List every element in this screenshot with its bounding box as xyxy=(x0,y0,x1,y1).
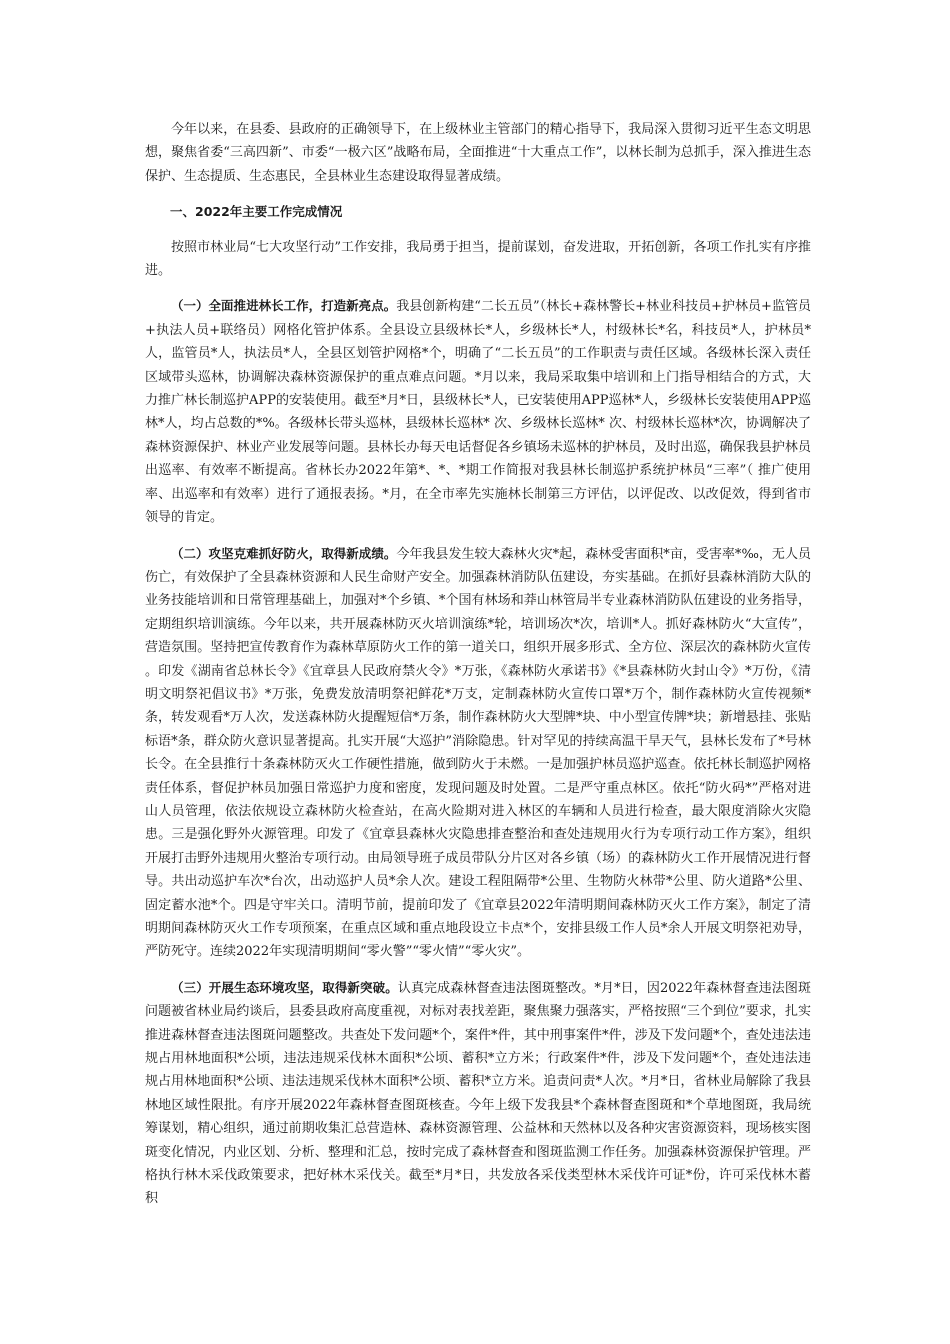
intro-paragraph: 今年以来，在县委、县政府的正确领导下，在上级林业主管部门的精心指导下，我局深入贯彻习近平生态文明思想，聚焦省委“三高四新”、市委“一极六区”战略布局，全面推进“十大重点工作”，以林长制为总抓手，深入推进生态保护、生态提质、生态惠民，全县林业生态建设取得显著成绩。 xyxy=(145,122,811,184)
section-1-paragraph xyxy=(145,294,811,529)
document-page xyxy=(145,118,811,1223)
overview-paragraph: 按照市林业局“七大攻坚行动”工作安排，我局勇于担当，提前谋划，奋发进取，开拓创新，各项工作扎实有序推进。 xyxy=(145,239,811,279)
section-2-paragraph xyxy=(145,542,811,964)
section-1-body: 我县创新构建“二长五员”（林长+森林警长+林业科技员+护林员+监管员+执法人员+联络员）网格化管护体系。全县设立县级林长*人，乡级林长*人，村级林长*名，科技员*人，护林员*人，监管员*人，执法员*人，全县区划管护网格*个，明确了“二长五员”的工作职责与责任区域。各级林长深入责任区域带头巡林，协调解决森林资源保护的重点难点问题。*月以来，我局采取集中培训和上门指导相结合的方式，大力推广林长制巡护APP的安装使用。截至*月*日，县级林长*人，已安装使用APP巡林*人，乡级林长安装使用APP巡林*人，均占总数的*%。各级林长带头巡林，县级林长巡林* 次、乡级林长巡林* 次、村级林长巡林*次，协调解决了森林资源保护、林业产业发展等问题。县林长办每天电话督促各乡镇场未巡林的护林员，及时出巡，确保我县护林员出巡率、有效率不断提高。省林长办2022年第*、*、*期工作简报对我县林长制巡护系统护林员“三率”（ 推广使用率、出巡率和有效率）进行了通报表扬。*月，在全市率先实施林长制第三方评估，以评促改、以改促效，得到省市领导的肯定。 xyxy=(145,299,811,526)
section-1-lead: （一）全面推进林长工作，打造新亮点。 xyxy=(171,298,397,314)
section-2-lead: （二）攻坚克难抓好防火，取得新成绩。 xyxy=(171,545,397,561)
section-3-body: 认真完成森林督查违法图斑整改。*月*日，因2022年森林督查违法图斑问题被省林业局约谈后，县委县政府高度重视，对标对表找差距，聚焦聚力强落实，严格按照“三个到位”要求，扎实推进森林督查违法图斑问题整改。共查处下发问题*个，案件*件，其中刑事案件*件，涉及下发问题*个，查处违法违规占用林地面积*公顷，违法违规采伐林木面积*公顷、蓄积*立方米；行政案件*件，涉及下发问题*个，查处违法违规占用林地面积*公顷、违法违规采伐林木面积*公顷、蓄积*立方米。追责问责*人次。*月*日，省林业局解除了我县林地区域性限批。有序开展2022年森林督查图斑核查。今年上级下发我县*个森林督查图斑和*个草地图斑，我局统筹谋划，精心组织，通过前期收集汇总营造林、森林资源管理、公益林和天然林以及各种灾害资源资料，现场核实图斑变化情况，内业区划、分析、整理和汇总，按时完成了森林督查和图斑监测工作任务。加强森林资源保护管理。严格执行林木采伐政策要求，把好林木采伐关。截至*月*日，共发放各采伐类型林木采伐许可证*份，许可采伐林木蓄积 xyxy=(145,980,811,1207)
section-heading: 一、2022年主要工作完成情况 xyxy=(170,204,343,220)
section-2-body: 今年我县发生较大森林火灾*起，森林受害面积*亩，受害率*‰，无人员伤亡，有效保护了全县森林资源和人民生命财产安全。加强森林消防队伍建设，夯实基础。在抓好县森林消防大队的业务技能培训和日常管理基础上，加强对*个乡镇、*个国有林场和莽山林管局半专业森林消防队伍建设的业务指导，定期组织培训演练。今年以来，共开展森林防灭火培训演练*轮，培训场次*次，培训*人。抓好森林防火“大宣传”，营造氛围。坚持把宣传教育作为森林草原防火工作的第一道关口，组织开展多形式、全方位、深层次的森林防火宣传 。印发《湖南省总林长令》《宜章县人民政府禁火令》*万张，《森林防火承诺书》《*县森林防火封山令》*万份，《清明文明祭祀倡议书》*万张，免费发放清明祭祀鲜花*万支，定制森林防火宣传口罩*万个，制作森林防火宣传视频*条，转发观看*万人次，发送森林防火提醒短信*万条，制作森林防火大型牌*块、中小型宣传牌*块；新增悬挂、张贴标语*条，群众防火意识显著提高。扎实开展“大巡护”消除隐患。针对罕见的持续高温干旱天气，县林长发布了*号林长令。在全县推行十条森林防灭火工作硬性措施，做到防火于未燃。一是加强护林员巡护巡查。依托林长制巡护网格责任体系，督促护林员加强日常巡护力度和密度，发现问题及时处置。二是严守重点林区。依托“防火码*”严格对进山人员管理，依法依规设立森林防火检查站，在高火险期对进入林区的车辆和人员进行检查，最大限度消除火灾隐患。三是强化野外火源管理。印发了《宜章县森林火灾隐患排查整治和查处违规用火行为专项行动工作方案》，组织开展打击野外违规用火整治专项行动。由局领导班子成员带队分片区对各乡镇（场）的森林防火工作开展情况进行督导。共出动巡护车次*台次，出动巡护人员*余人次。建设工程阻隔带*公里、生物防火林带*公里、防火道路*公里、固定蓄水池*个。四是守牢关口。清明节前，提前印发了《宜章县2022年清明期间森林防灭火工作方案》，制定了清明期间森林防灭火工作专项预案，在重点区域和重点地段设立卡点*个，安排县级工作人员*余人开展文明祭祀劝导，严防死守。连续2022年实现清明期间“零火警”“零火情”“零火灾”。 xyxy=(145,546,811,960)
section-3-paragraph xyxy=(145,976,811,1211)
section-3-lead: （三）开展生态环境攻坚，取得新突破。 xyxy=(171,979,398,995)
